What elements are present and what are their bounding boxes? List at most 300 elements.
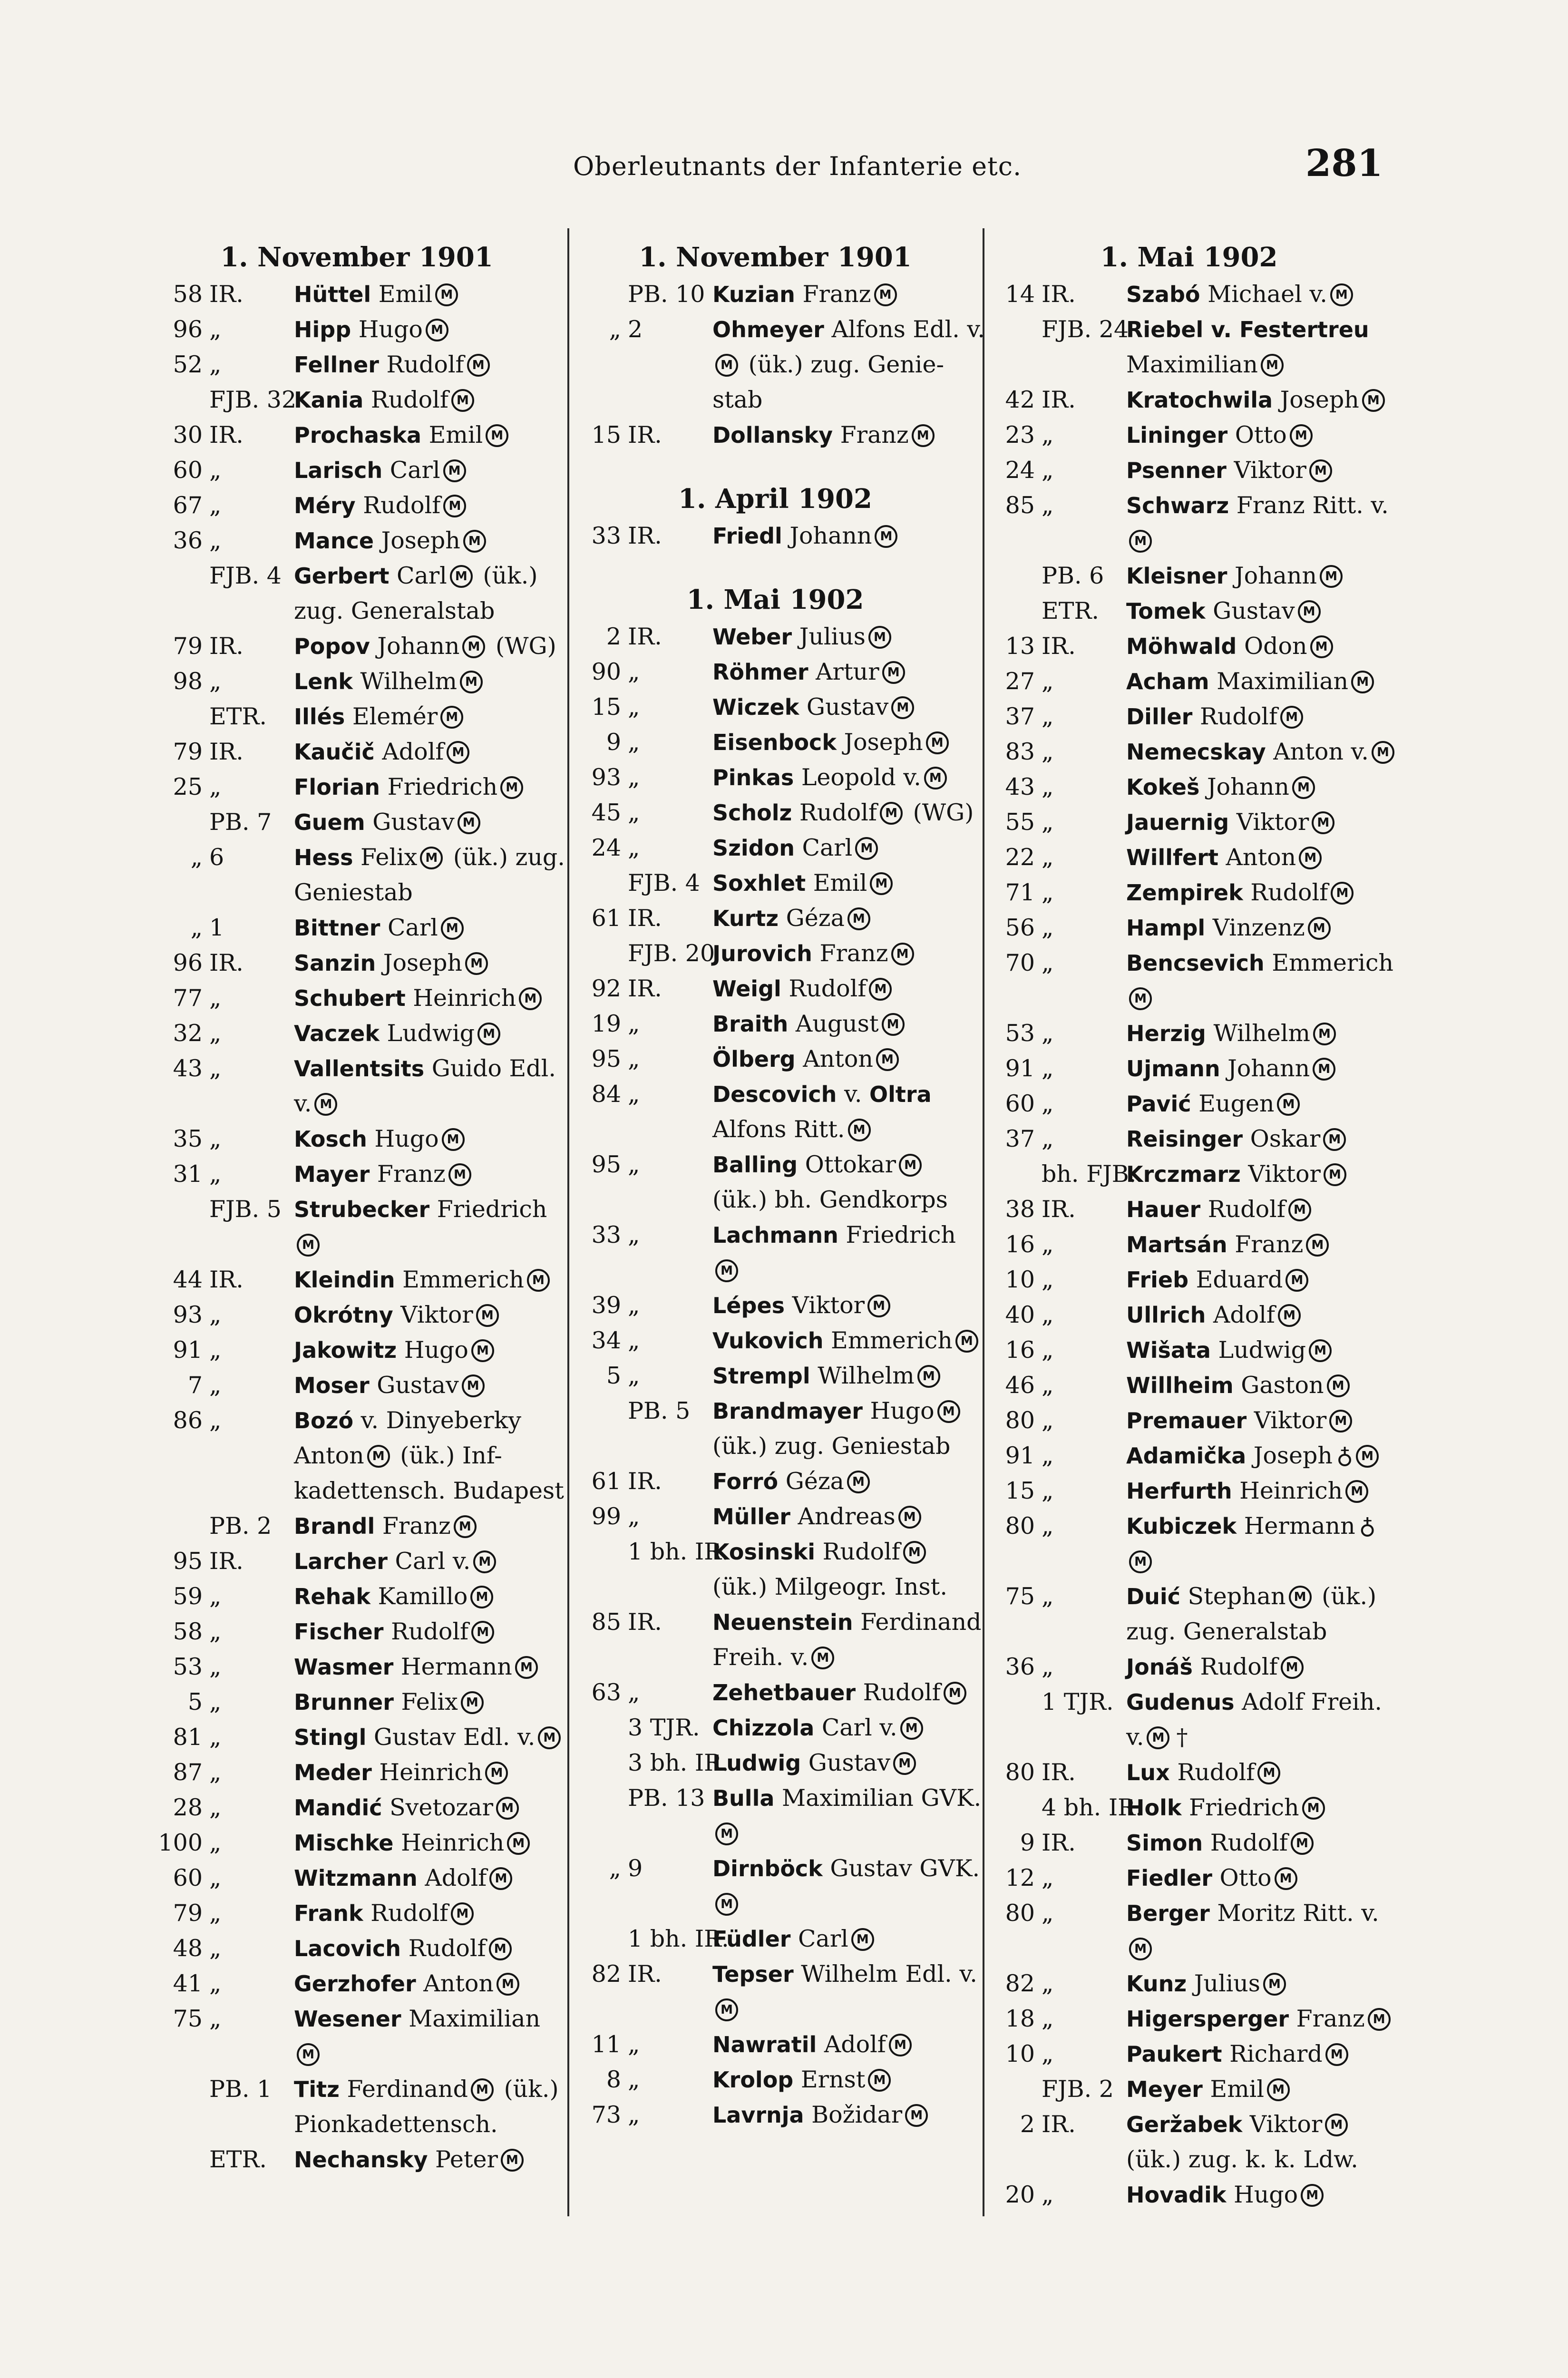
given-names: Carl [798,1925,848,1952]
given-names: Johann [1207,773,1289,800]
entry-text [699,277,900,312]
entry-continuation [575,1886,975,1921]
regiment-ref [575,1147,699,1182]
annotation: (ük.) [483,562,538,589]
entry-text [281,453,469,488]
given-names: Carl v. [821,1714,897,1741]
given-names: Rudolf [363,492,441,519]
entry-row [989,2107,1389,2142]
regiment-ref [989,1157,1137,1192]
given-names: Rudolf [1208,1196,1286,1223]
regiment-number: 46 [1005,1372,1035,1399]
surname: Lacovich [294,1936,401,1961]
m-medal-icon [441,917,464,940]
unit-abbrev: IR. [628,1608,662,1636]
entry-text [575,1886,741,1921]
entry-text [699,1006,907,1042]
surname: Brunner [294,1689,394,1715]
entry-text [281,1861,515,1896]
regiment-ref [157,2001,281,2037]
m-medal-icon [458,811,480,834]
given-names: Adolf Freih. [1242,1688,1382,1715]
entry-row [575,725,975,760]
regiment-ref [989,558,1113,594]
entry-text [699,866,896,901]
surname: Lenk [294,669,353,694]
entry-text [1113,277,1356,312]
unit-abbrev: „ [1042,2005,1054,2032]
entry-row [157,770,556,805]
regiment-number: 95 [173,1548,203,1575]
m-medal-icon [447,741,469,764]
entry-text [281,1051,556,1086]
surname: Gerzhofer [294,1971,416,1997]
regiment-number: 5 [187,1688,203,1715]
unit-abbrev: „ [1042,1336,1054,1364]
unit-abbrev: 9 [628,1855,643,1882]
regiment-number [575,1745,621,1781]
given-names: Carl [390,457,440,484]
given-names: Franz [377,1160,446,1188]
entry-text [1113,629,1336,664]
regiment-ref [575,901,699,936]
entry-row [989,805,1389,840]
regiment-ref [157,1333,281,1368]
entry-row [575,1921,975,1957]
entry-text [1113,1825,1316,1861]
m-medal-icon [1330,283,1353,306]
given-names: Franz [1235,1231,1304,1258]
entry-row [989,664,1389,699]
entry-text [575,1429,950,1464]
entry-row [157,1966,556,2001]
surname: Kaučič [294,739,375,765]
unit-abbrev: „ [1042,1864,1054,1891]
regiment-number: 10 [1005,1266,1035,1293]
entry-continuation [157,1438,556,1473]
unit-abbrev: „ [628,1503,640,1530]
surname: Sanzin [294,950,376,976]
surname: Wišata [1126,1337,1211,1363]
regiment-number: 2 [606,623,621,650]
surname: Hovadik [1126,2182,1227,2208]
entry-row [575,690,975,725]
unit-abbrev: IR. [1042,281,1076,308]
regiment-number: 56 [1005,914,1035,941]
entry-text [281,488,469,523]
m-medal-icon [715,1893,738,1916]
regiment-ref [157,382,297,418]
given-names: Heinrich [379,1759,483,1786]
surname: Soxhlet [712,870,806,896]
unit-abbrev: 3 bh. IR. [628,1749,729,1776]
m-medal-icon [868,626,891,649]
regiment-ref [989,1790,1143,1825]
m-medal-icon [1275,1867,1297,1890]
given-names: Emil [378,281,433,308]
regiment-number: 93 [173,1301,203,1328]
given-names: Gustav [806,693,889,721]
entry-text [281,981,545,1016]
given-names: Rudolf [789,975,867,1002]
given-names: Viktor [400,1301,473,1328]
entry-continuation [157,875,556,910]
given-names: Hugo [870,1397,935,1424]
surname: Kubiczek [1126,1513,1237,1539]
entry-text [699,1781,981,1816]
regiment-ref [157,629,281,664]
surname: Kratochwila [1126,387,1273,413]
surname: Hüttel [294,282,371,307]
regiment-ref [157,1896,281,1931]
entry-text [575,1992,741,2027]
regiment-ref [989,1227,1113,1262]
m-medal-icon [471,1339,494,1362]
regiment-ref [157,1544,281,1579]
entry-continuation [575,1182,975,1218]
regiment-ref [157,770,281,805]
entry-text [699,725,952,760]
surname: Schubert [294,985,406,1011]
m-medal-icon [1288,1199,1311,1221]
regiment-ref [989,1966,1113,2001]
regiment-number: 36 [1005,1653,1035,1680]
given-names: Elemér [352,703,438,730]
m-medal-icon [870,872,893,895]
m-medal-icon [471,2078,494,2101]
entry-row [575,654,975,690]
regiment-number: 63 [591,1679,621,1706]
given-names: August [795,1010,879,1037]
regiment-ref [157,488,281,523]
entry-text [1113,1121,1349,1157]
entry-continuation [157,1473,564,1509]
m-medal-icon [900,1717,923,1740]
entry-text [1113,2177,1326,2212]
regiment-ref [157,1966,281,2001]
given-names: Hugo [1234,2181,1298,2208]
given-names: Emil [1210,2076,1264,2103]
entry-continuation [575,347,975,382]
entry-row [575,1675,975,1710]
entry-row [989,1790,1389,1825]
surname: Meyer [1126,2076,1203,2102]
unit-abbrev: „ [1042,1442,1054,1469]
entry-text [281,1755,511,1790]
surname: Hampl [1126,915,1206,941]
unit-abbrev: „ [209,2005,222,2032]
unit-abbrev: „ [1042,1583,1054,1610]
regiment-number: 24 [591,834,621,861]
regiment-ref [575,654,699,690]
entry-text [281,910,467,945]
unit-abbrev: „ [209,1935,222,1962]
given-names: Rudolf [1177,1759,1255,1786]
surname: Wiczek [712,694,799,720]
entry-row [157,1192,556,1227]
entry-text [281,1649,541,1685]
surname: Bulla [712,1785,775,1811]
given-names: Kamillo [378,1583,468,1610]
regiment-ref [989,664,1113,699]
entry-row [989,382,1389,418]
column-2 [575,238,985,2133]
given-names: Ferdinand [860,1608,982,1636]
entry-text [281,1509,479,1544]
m-medal-icon [465,952,488,975]
entry-text [699,2062,894,2097]
regiment-ref [989,277,1113,312]
entry-text [699,2097,931,2133]
given-names: zug. Generalstab [294,597,495,624]
m-medal-icon [448,1163,471,1186]
regiment-number: 15 [591,693,621,721]
entry-text [1113,1966,1289,2001]
surname: Vaczek [294,1021,380,1046]
given-names: Viktor [1254,1407,1327,1434]
unit-abbrev: „ [1042,1372,1054,1399]
surname: Friedl [712,523,782,549]
entry-row [575,518,975,554]
surname: Popov [294,633,370,659]
m-medal-icon [477,1023,500,1045]
entry-row [989,1649,1389,1685]
regiment-ref [157,1192,281,1227]
given-names: Hugo [358,316,423,343]
entry-text [281,523,489,558]
entry-row [157,2001,556,2037]
regiment-number: 52 [173,351,203,378]
entry-continuation [157,2107,556,2142]
unit-abbrev: „ [209,351,222,378]
regiment-number: 67 [173,492,203,519]
given-names: Gustav Edl. v. [373,1724,536,1751]
given-names: Rudolf [1210,1829,1288,1856]
m-medal-icon [467,354,490,377]
given-names: Joseph [844,729,923,756]
regiment-number [989,2072,1035,2107]
entry-text [1113,1685,1382,1720]
surname: Szidon [712,835,795,861]
regiment-number [989,1157,1035,1192]
entry-text [281,805,483,840]
regiment-number: 60 [1005,1090,1035,1117]
m-medal-icon [486,424,508,447]
given-names: Géza [785,1468,844,1495]
regiment-number: 82 [1005,1970,1035,1997]
running-header-title: Oberleutnants der Infanterie etc. [573,151,1022,181]
surname: Willheim [1126,1373,1234,1398]
surname: Szabó [1126,282,1200,307]
given-names: Rudolf [822,1538,900,1565]
entry-row [157,1016,556,1051]
entry-text [1113,1403,1355,1438]
surname: Gudenus [1126,1689,1235,1715]
regiment-ref [575,1042,699,1077]
unit-abbrev: IR. [209,1548,243,1575]
entry-continuation [989,981,1389,1016]
given-names: v. [294,1090,312,1117]
m-medal-icon [496,1797,519,1820]
unit-abbrev: PB. 2 [209,1512,272,1540]
regiment-number: 95 [591,1151,621,1178]
given-names: Odon [1244,633,1307,660]
entry-text [699,619,894,654]
m-medal-icon [1368,2008,1391,2031]
regiment-number: 48 [173,1935,203,1962]
regiment-number: 91 [173,1336,203,1364]
entry-text [281,558,537,594]
unit-abbrev: PB. 13 [628,1784,705,1812]
entry-row [575,1147,975,1182]
regiment-ref [575,971,699,1006]
given-names: Franz [819,940,888,967]
surname: Bittner [294,915,380,941]
unit-abbrev: FJB. 4 [209,562,282,589]
unit-abbrev: 1 bh. IR. [628,1538,729,1565]
regiment-ref [989,1333,1113,1368]
entry-row [575,1006,975,1042]
m-medal-icon [462,1374,485,1397]
given-names: Hugo [404,1336,468,1364]
entry-text [157,1227,322,1262]
m-medal-icon [1312,811,1334,834]
unit-abbrev: „ [1042,2040,1054,2067]
entry-text [989,1931,1155,1966]
entry-text [989,1720,1188,1755]
entry-row [989,312,1389,347]
regiment-number [989,1790,1035,1825]
entry-text [281,1966,522,2001]
entry-row [157,805,556,840]
surname: Pavić [1126,1091,1191,1117]
m-medal-icon [1267,2078,1290,2101]
entry-text [575,382,762,418]
entry-text [699,936,917,971]
regiment-ref [989,910,1113,945]
unit-abbrev: IR. [628,522,662,549]
entry-text [281,382,477,418]
m-medal-icon [1299,847,1322,869]
entry-text [281,277,461,312]
entry-row [157,1579,556,1614]
entry-text [281,1403,521,1438]
surname: Duić [1126,1584,1180,1609]
entry-row [989,699,1389,734]
entry-row [575,795,975,830]
given-names: Felix [360,844,418,871]
surname: Prochaska [294,422,422,448]
given-names: Stephan [1188,1583,1286,1610]
entry-row [157,2072,559,2107]
entry-text [699,1323,981,1358]
unit-abbrev: „ [209,1301,222,1328]
m-medal-icon [1329,1410,1352,1433]
m-medal-icon [1323,1128,1346,1151]
surname: Rehak [294,1584,370,1609]
regiment-ref [989,312,1129,347]
regiment-number: 11 [591,2031,621,2058]
m-medal-icon [811,1647,834,1669]
surname: Larisch [294,458,383,483]
regiment-ref [157,1403,281,1438]
entry-text [157,2107,498,2142]
unit-abbrev: „ [1042,1125,1054,1152]
surname: Nawratil [712,2032,817,2057]
surname: Tepser [712,1961,794,1987]
given-names: Viktor [1249,2111,1323,2138]
entry-text [699,1957,977,1992]
m-medal-icon [1301,2184,1324,2207]
m-medal-icon [876,1048,899,1071]
unit-abbrev: „ [628,658,640,685]
regiment-ref [989,1121,1113,1157]
surname: Ohmeyer [712,317,824,342]
entry-row [157,1509,556,1544]
regiment-number: 81 [173,1724,203,1751]
given-names: Ludwig [1218,1336,1306,1364]
unit-abbrev: „ [1042,1512,1054,1540]
regiment-ref [989,2072,1113,2107]
entry-continuation [157,1086,556,1121]
entry-row [989,1121,1389,1157]
regiment-ref [575,619,699,654]
regiment-ref [157,347,281,382]
section-date: 1. April 1902 [678,483,872,515]
entry-text [699,1077,932,1112]
given-names: Johann [377,633,460,660]
entry-row [989,2177,1389,2212]
given-names: Maximilian [409,2005,541,2032]
column-rule-1 [567,228,569,2216]
unit-abbrev: IR. [209,633,243,660]
given-names: Gustav [372,809,455,836]
given-names: Leopold v. [801,764,921,791]
regiment-number [157,2142,203,2177]
entry-text [157,1473,564,1509]
annotation: (ük.) zug. Genie- [748,351,945,378]
m-medal-icon [426,319,448,341]
unit-abbrev: 2 [628,316,643,343]
m-medal-icon [527,1269,550,1292]
surname: Bencsevich [1126,950,1265,976]
entry-continuation [989,1931,1389,1966]
m-medal-icon [1281,1656,1304,1679]
regiment-ref [575,1710,699,1745]
regiment-number: 58 [173,1618,203,1645]
regiment-ref [157,558,281,594]
given-names: Joseph [1253,1442,1333,1469]
entry-text [281,1544,499,1579]
m-medal-icon [473,1550,496,1573]
regiment-ref [575,1006,699,1042]
regiment-ref [575,725,699,760]
surname: Ujmann [1126,1056,1220,1082]
surname: Krczmarz [1126,1161,1241,1187]
entry-row [989,1333,1389,1368]
unit-abbrev: „ [209,527,222,554]
regiment-ref [575,1675,699,1710]
m-medal-icon [450,565,473,588]
regiment-ref [575,1218,699,1253]
entry-continuation [157,2037,556,2072]
regiment-number: „ [190,914,203,941]
given-names: Anton [423,1970,494,1997]
surname: Dollansky [712,422,833,448]
m-medal-icon [868,2069,891,2092]
surname: Adamička [1126,1443,1247,1469]
m-medal-icon [944,1682,966,1705]
